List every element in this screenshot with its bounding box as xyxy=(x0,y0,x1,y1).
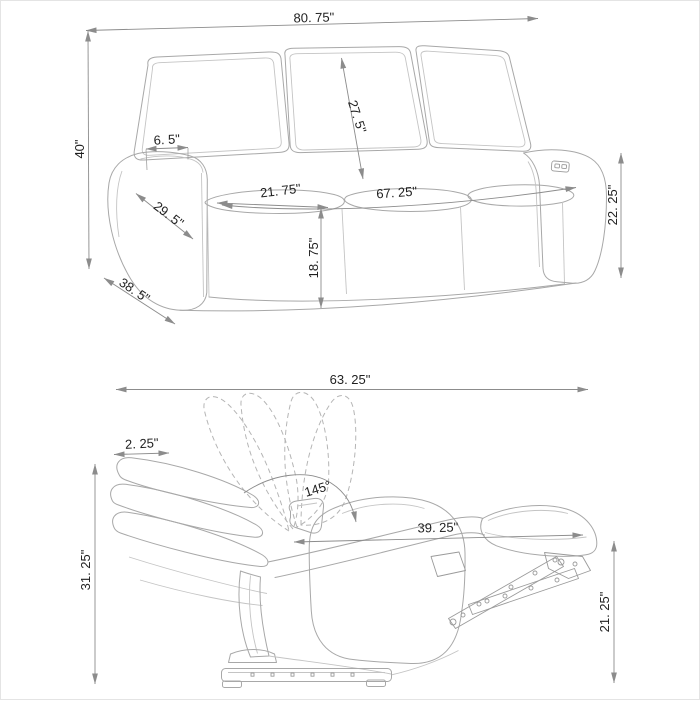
recliner-support-column-seam xyxy=(249,576,257,654)
recliner-underside-left xyxy=(269,656,391,674)
dim-label-back-height: 27. 5" xyxy=(344,98,370,135)
sofa-line-art xyxy=(108,46,607,311)
recline-button-icon xyxy=(555,164,560,168)
dim-label-overall-height: 40" xyxy=(72,139,87,159)
recliner-back-cushion-2 xyxy=(111,484,263,537)
rail-tick xyxy=(331,673,334,676)
recliner-back-position-dashed-3 xyxy=(285,392,329,527)
dim-arc-recline-angle xyxy=(244,475,356,522)
rivet-dot xyxy=(509,585,513,589)
rivet-dot xyxy=(503,594,507,598)
rail-foot-right xyxy=(367,680,386,687)
rivet-dot xyxy=(555,578,559,582)
recliner-base-rail xyxy=(222,669,392,682)
sofa-front-rail xyxy=(209,284,565,301)
rivet-dot xyxy=(573,562,577,566)
rivet-dot xyxy=(529,586,533,590)
recliner-support-column xyxy=(239,571,269,657)
dim-line-wall-clearance xyxy=(114,453,169,455)
rivet-dot xyxy=(485,599,489,603)
recliner-pivot-pillow-seam xyxy=(297,503,317,506)
power-button-panel xyxy=(551,161,569,172)
dim-label-footrest-height: 21. 25" xyxy=(597,591,612,633)
mechanism-plate-left xyxy=(431,552,466,577)
recliner-back-cushion-1 xyxy=(117,458,259,508)
dim-label-overall-depth: 38. 5" xyxy=(116,274,153,306)
recliner-back-cushion-3 xyxy=(113,512,268,566)
dim-label-inner-width: 67. 25" xyxy=(375,183,418,202)
dim-label-recline-angle: 145° xyxy=(302,477,333,500)
incline-button-icon xyxy=(562,164,567,168)
sofa-back-cushion-right-seam xyxy=(421,51,525,147)
rail-tick xyxy=(291,673,294,676)
dim-label-seat-length: 39. 25" xyxy=(417,519,459,536)
sofa-seat-divider-1 xyxy=(208,207,210,297)
rail-tick xyxy=(251,673,254,676)
sofa-seat-divider-4 xyxy=(563,202,565,284)
recliner-back-base-line-2 xyxy=(140,580,263,606)
sofa-right-arm-inner-edge xyxy=(528,162,540,268)
sofa-back-cushion-right xyxy=(416,46,531,152)
recliner-back-position-dashed-4 xyxy=(301,395,356,525)
dim-label-seat-depth: 18. 75" xyxy=(306,237,321,279)
sofa-seat-divider-2 xyxy=(342,209,347,294)
dim-label-overall-width: 80. 75" xyxy=(293,9,335,26)
dim-label-seat-width: 21. 75" xyxy=(259,180,302,201)
rivet-dot xyxy=(477,602,481,606)
recliner-footrest xyxy=(481,506,597,557)
recliner-footrest-mechanism xyxy=(431,552,591,629)
dim-line-overall-height xyxy=(88,31,89,269)
rail-tick xyxy=(271,673,274,676)
dim-line-arm-width xyxy=(146,148,188,150)
dim-label-reclined-length: 63. 25" xyxy=(329,372,371,387)
dim-label-recliner-height: 31. 25" xyxy=(78,549,93,591)
recliner-line-art xyxy=(111,392,597,687)
recliner-footrest-pad-seam-1 xyxy=(488,510,568,520)
dim-label-arm-width: 6. 5" xyxy=(153,131,181,148)
sofa-left-arm-inner-edge xyxy=(202,173,204,297)
pivot-joint-dot xyxy=(558,559,564,565)
rivet-dot xyxy=(533,571,537,575)
recliner-arm-panel-seam xyxy=(342,504,425,513)
recliner-pivot-pillow xyxy=(289,498,323,533)
rivet-dot xyxy=(553,558,557,562)
sofa-seat-divider-3 xyxy=(461,207,465,290)
sofa-left-arm-side-crease xyxy=(117,171,122,237)
diagram-svg xyxy=(1,1,700,701)
sofa-right-arm xyxy=(524,150,607,284)
dim-line-seat-length xyxy=(294,535,583,542)
recliner-back-base-line-1 xyxy=(129,557,267,594)
recliner-back-position-dashed-1 xyxy=(204,397,289,531)
dim-label-wall-clearance: 2. 25" xyxy=(124,435,159,452)
dim-label-seat-height: 22. 25" xyxy=(605,184,620,226)
sofa-dimensions xyxy=(72,9,621,324)
rail-tick xyxy=(351,673,354,676)
dim-label-arm-depth: 29. 5" xyxy=(150,198,187,231)
sofa-base-bottom xyxy=(180,283,576,311)
mechanism-bar-1 xyxy=(449,557,564,629)
rail-tick xyxy=(311,673,314,676)
recliner-dimensions xyxy=(78,372,614,684)
dim-line-seat-width xyxy=(217,203,328,208)
